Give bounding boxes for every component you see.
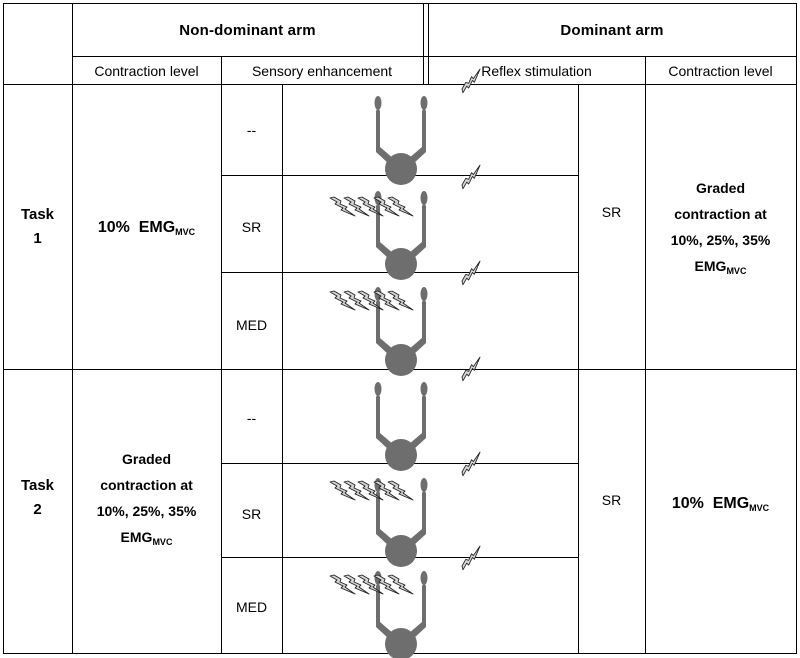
task-1-condition-med: MED xyxy=(235,317,268,333)
task-2-condition-sr: SR xyxy=(241,506,262,522)
task-1-condition-sr: SR xyxy=(241,219,262,235)
lightning-bolt-icon xyxy=(462,165,480,189)
contraction-level-header: Contraction level xyxy=(94,63,199,79)
task-2-dominant-level: 10% $EMG_{MVC}$ xyxy=(671,495,770,513)
dominant-arm-header: Dominant arm xyxy=(560,22,664,39)
task-1-reflex-stimulation: SR xyxy=(601,204,622,220)
reflex-stimulation-header: Reflex stimulation xyxy=(481,63,592,79)
task-1-dominant-level: Graded contraction at 10%, 25%, 35% $EMG_{MVC}$ xyxy=(670,180,771,276)
task-2-non-dominant-level: Graded contraction at 10%, 25%, 35% $EMG_{MVC}$ xyxy=(96,451,197,547)
task-2-condition-none: -- xyxy=(246,410,257,426)
task-1-non-dominant-level: 10% $EMG_{MVC}$ xyxy=(97,219,196,237)
person-top-view-icon xyxy=(375,96,428,185)
task-1-condition-none: -- xyxy=(246,122,257,138)
lightning-bolt-icon xyxy=(462,69,480,93)
task-2-reflex-stimulation: SR xyxy=(601,492,622,508)
dominant-contraction-level-header: Contraction level xyxy=(668,63,773,79)
task-1-none-figure xyxy=(375,69,481,185)
task-1-label: Task 1 xyxy=(20,206,55,247)
lightning-bolt-icon xyxy=(462,357,480,381)
task-2-none-figure xyxy=(375,357,481,471)
task-2-label: Task 2 xyxy=(20,477,55,518)
lightning-bolt-icon xyxy=(462,546,480,570)
non-dominant-arm-header: Non-dominant arm xyxy=(179,22,316,39)
task-2-condition-med: MED xyxy=(235,599,268,615)
lightning-bolt-icon xyxy=(462,261,480,285)
sensory-enhancement-header: Sensory enhancement xyxy=(251,63,393,79)
person-top-view-icon xyxy=(375,382,428,471)
lightning-bolt-icon xyxy=(462,452,480,476)
